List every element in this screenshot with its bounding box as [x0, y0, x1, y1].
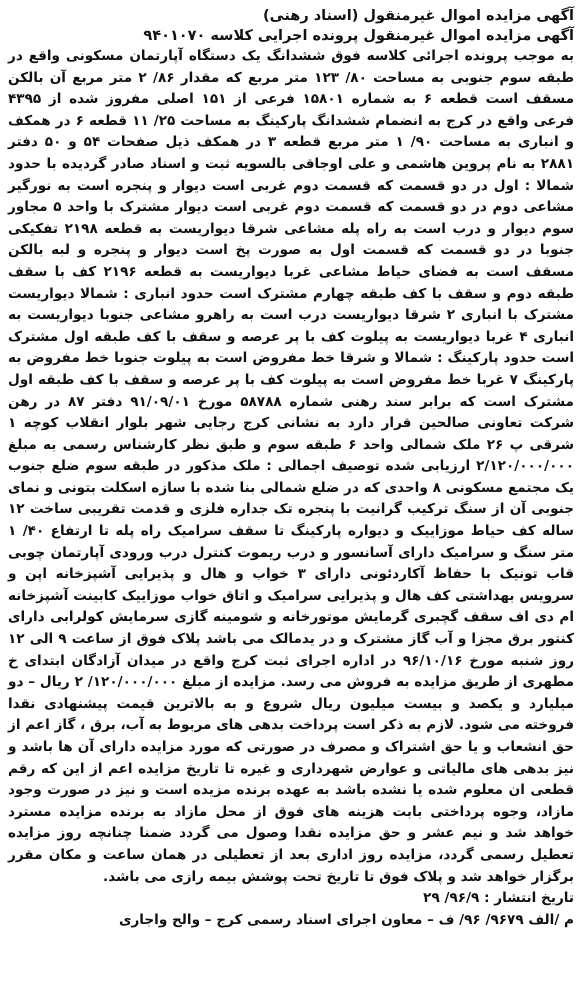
notice-title: آگهی مزایده اموال غیرمنقول (اسناد رهنی): [263, 8, 574, 24]
notice-subtitle: آگهی مزایده اموال غیرمنقول پرونده اجرایی کلاسه ۹۴۰۱۰۷۰: [143, 28, 574, 44]
publish-date: تاریخ انتشار : ۹۶/۹/ ۲۹: [423, 890, 574, 907]
signature-line: م /الف ۹۶۷۹/ ۹۶/ ف – معاون اجرای اسناد رسمی کرج – والح واجاری: [118, 911, 574, 928]
notice-body: به موجب پرونده اجرائی کلاسه فوق ششدانگ یک دستگاه آپارتمان مسکونی واقع در طبقه سوم جنوبی به مساحت ۸۰/ ۱۲۳ متر مربع که مقدار ۸۶/ ۲ متر مربع آن بالکن مسقف است قطعه ۶ به شماره ۱۵۸۰۱ فرعی از ۱۵۱ اصلی مفروز شده از ۴۳۹۵ فرعی واقع در کرج به انضمام ششدانگ پارکینگ به مساحت ۲۵/ ۱۱ قطعه ۶ در همکف و انباری به مساحت ۹۰/ ۱ متر مربع قطعه ۳ در همکف ذیل صفحات ۵۴ و ۵۰ دفتر ۲۸۸۱ به نام پروین هاشمی و علی اوجاقی بالسویه ثبت و اسناد صادر گردیده با حدود شمالا : اول در دو قسمت که قسمت دوم غربی است دیوار و پنجره است به نورگیر مشاعی دوم در دو قسمت که قسمت دوم غربی است دیوار مشترک با واحد ۵ مجاور سوم دیوار و درب است به راه پله مشاعی شرقا دیواریست به قطعه ۲۱۹۸ تفکیکی جنوبا در دو قسمت که قسمت اول به صورت پخ است دیوار و پنجره و لبه بالکن مسقف است به فضای حیاط مشاعی غربا دیواریست به قطعه ۲۱۹۶ کف با سقف طبقه دوم و سقف با کف طبقه چهارم مشترک است حدود انباری : شمالا دیواریست مشترک با انباری ۲ شرقا دیواریست درب است به راهرو مشاعی جنوبا دیواریست به انباری ۴ غربا دیواریست به پیلوت کف با پر عرصه و سقف با کف طبقه اول مشترک است حدود پارکینگ : شمالا و شرقا خط مفروض است به پیلوت جنوبا خط مفروض به پارکینگ ۷ غربا خط مفروض است به پیلوت کف با پر عرصه و سقف با کف طبقه اول مشترک است که برابر سند رهنی شماره ۵۸۷۸۸ مورخ ۹۱/۰۹/۰۱ دفتر ۸۷ در رهن شرکت تعاونی صالحین قرار دارد به نشانی کرج رجایی شهر بلوار انقلاب کوچه ۱ شرقی پ ۲۶ ملک شمالی واحد ۶ طبقه سوم و طبق نظر کارشناس رسمی به مبلغ ۲/۱۲۰/۰۰۰/۰۰۰ ارزیابی شده توصیف اجمالی : ملک مذکور در طبقه سوم ضلع جنوب یک مجتمع مسکونی ۸ واحدی که در ضلع شمالی بنا شده با سازه اسکلت بتونی و نمای جنوبی آن از سنگ ترکیب گرانیت با پنجره تک جداره فلزی و قدمت تقریبی ساخت ۱۲ ساله کف حیاط موزاییک و دیواره پارکینگ تا سقف سرامیک راه پله تا ارتفاع ۴۰/ ۱ متر سنگ و سرامیک دارای آسانسور و درب ریموت کنترل درب ورودی آپارتمان چوبی قاب تونیک با حفاظ آکاردئونی دارای ۳ خواب و هال و پذیرایی آشپزخانه اپن و سرویس بهداشتی کف هال و پذیرایی سرامیک و اتاق خواب موزاییک کابینت آشپزخانه ام دی اف سقف گچبری گرمایش موتورخانه و شومینه گازی سرمایش کولرابی دارای کنتور برق مجزا و آب گاز مشترک و در یدمالک می باشد پلاک فوق از ساعت ۹ الی ۱۲ روز شنبه مورخ ۹۶/۱۰/۱۶ در اداره اجرای ثبت کرج واقع در میدان آزادگان ابتدای خ مطهری از طریق مزایده به فروش می رسد. مزایده از مبلغ ۱۲۰/۰۰۰/۰۰۰/ ۲ ریال – دو میلیارد و یکصد و بیست میلیون ریال شروع و به بالاترین قیمت پیشنهادی نقدا فروخته می شود. لازم به ذکر است پرداخت بدهی های مربوط به آب، برق ، گاز اعم از حق انشعاب و یا حق اشتراک و مصرف در صورتی که مورد مزایده دارای آن ها باشد و نیز بدهی های مالیاتی و عوارض شهرداری و غیره تا تاریخ مزایده اعم از این که رقم قطعی ان معلوم شده یا نشده باشد به عهده برنده مزیده است و نیز در صورت وجود مازاد، وجوه پرداختی بابت هزینه های فوق از محل مازاد به برنده مزایده مسترد خواهد شد و نیم عشر و حق مزایده نقدا وصول می گردد ضمنا چنانچه روز مزایده تعطیل رسمی گردد، مزایده روز اداری بعد از تعطیلی در همان ساعت و مکان مقرر برگزار خواهد شد و پلاک فوق تا تاریخ تحت پوشش بیمه رازی می باشد.: [8, 48, 575, 885]
auction-notice: [8, 6, 574, 931]
